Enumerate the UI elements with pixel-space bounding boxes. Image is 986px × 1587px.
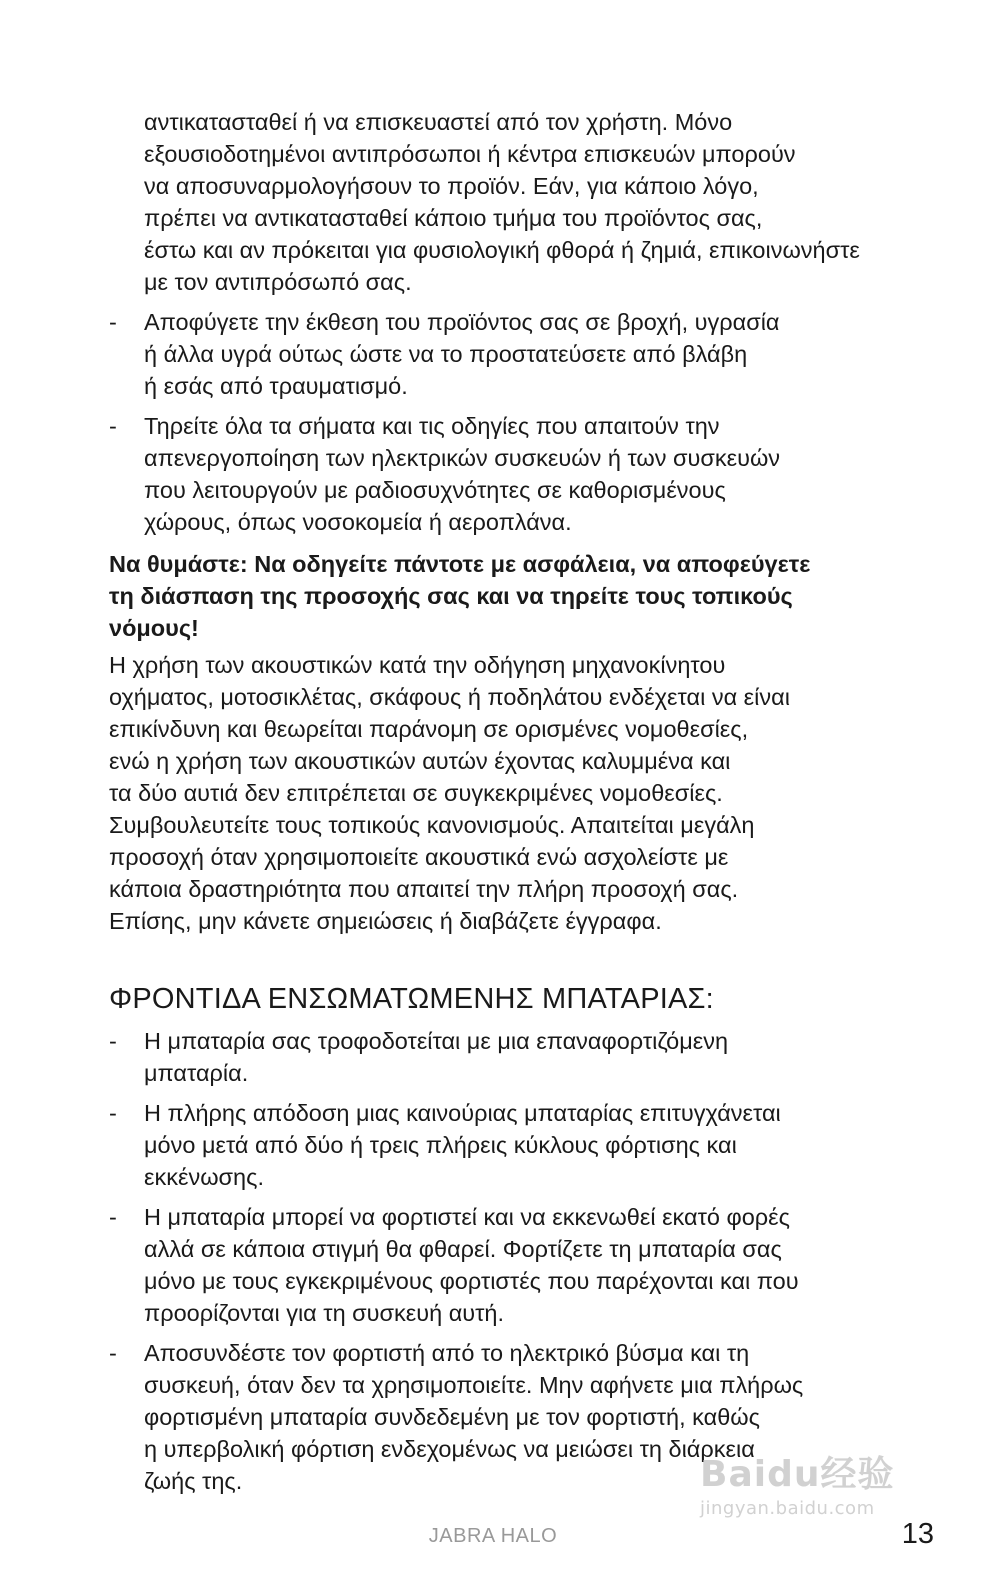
text-line: Αποσυνδέστε τον φορτιστή από το ηλεκτρικό βύσμα και τη — [144, 1340, 750, 1366]
text-line: χώρους, όπως νοσοκομεία ή αεροπλάνα. — [144, 509, 572, 535]
text-line: Να θυμάστε: Να οδηγείτε πάντοτε με ασφάλεια, να αποφεύγετε — [109, 551, 811, 577]
text-line: ή εσάς από τραυματισμό. — [144, 373, 408, 399]
text-line: μπαταρία. — [144, 1060, 249, 1086]
text-line: Η μπαταρία σας τροφοδοτείται με μια επαναφορτιζόμενη — [144, 1028, 729, 1054]
text-line: νόμους! — [109, 615, 199, 641]
battery-list — [109, 1025, 873, 1497]
watermark-url: jingyan.baidu.com — [700, 1498, 875, 1519]
text-line: Τηρείτε όλα τα σήματα και τις οδηγίες που απαιτούν την — [144, 413, 720, 439]
text-line: τα δύο αυτιά δεν επιτρέπεται σε συγκεκριμένες νομοθεσίες. — [109, 780, 723, 806]
text-line: προορίζονται για τη συσκευή αυτή. — [144, 1300, 505, 1326]
page-content — [109, 106, 873, 1497]
text-line: ενώ η χρήση των ακουστικών αυτών έχοντας καλυμμένα και — [109, 748, 731, 774]
battery-heading: ΦΡΟΝΤΙΔΑ ΕΝΣΩΜΑΤΩΜΕΝΗΣ ΜΠΑΤΑΡΙΑΣ: — [109, 983, 714, 1015]
list-item — [109, 410, 873, 538]
list-item — [109, 1025, 873, 1089]
list-item — [109, 1097, 873, 1193]
driving-paragraph — [109, 649, 873, 937]
bullet-dash: - — [109, 1204, 117, 1230]
bullet-dash: - — [109, 1340, 117, 1366]
safety-list — [109, 306, 873, 538]
bullet-dash: - — [109, 413, 117, 439]
text-line: Αποφύγετε την έκθεση του προϊόντος σας σε βροχή, υγρασία — [144, 309, 780, 335]
text-line: Η πλήρης απόδοση μιας καινούριας μπαταρίας επιτυγχάνεται — [144, 1100, 781, 1126]
intro-paragraph — [109, 106, 873, 298]
text-line: φορτισμένη μπαταρία συνδεδεμένη με τον φορτιστή, καθώς — [144, 1404, 760, 1430]
text-line: αλλά σε κάποια στιγμή θα φθαρεί. Φορτίζετε τη μπαταρία σας — [144, 1236, 782, 1262]
bullet-dash: - — [109, 1028, 117, 1054]
text-line: πρέπει να αντικατασταθεί κάποιο τμήμα του προϊόντος σας, — [144, 205, 763, 231]
text-line: απενεργοποίηση των ηλεκτρικών συσκευών ή των συσκευών — [144, 445, 781, 471]
text-line: με τον αντιπρόσωπό σας. — [144, 269, 412, 295]
list-item — [109, 306, 873, 402]
page-number: 13 — [901, 1518, 934, 1550]
text-line: επικίνδυνη και θεωρείται παράνομη σε ορισμένες νομοθεσίες, — [109, 716, 749, 742]
bullet-dash: - — [109, 309, 117, 335]
text-line: που λειτουργούν με ραδιοσυχνότητες σε καθορισμένους — [144, 477, 726, 503]
watermark-logo: Baidu经验 — [700, 1454, 895, 1495]
watermark — [700, 1455, 930, 1545]
safety-note — [109, 548, 873, 644]
bullet-dash: - — [109, 1100, 117, 1126]
text-line: Συμβουλευτείτε τους τοπικούς κανονισμούς. Απαιτείται μεγάλη — [109, 812, 755, 838]
text-line: ή άλλα υγρά ούτως ώστε να το προστατεύσετε από βλάβη — [144, 341, 748, 367]
text-line: τη διάσπαση της προσοχής σας και να τηρείτε τους τοπικούς — [109, 583, 793, 609]
text-line: οχήματος, μοτοσικλέτας, σκάφους ή ποδηλάτου ενδέχεται να είναι — [109, 684, 790, 710]
list-item — [109, 1201, 873, 1329]
text-line: ζωής της. — [144, 1468, 243, 1494]
text-line: μόνο με τους εγκεκριμένους φορτιστές που παρέχονται και που — [144, 1268, 799, 1294]
text-line: να αποσυναρμολογήσουν το προϊόν. Εάν, για κάποιο λόγο, — [144, 173, 759, 199]
text-line: εξουσιοδοτημένοι αντιπρόσωποι ή κέντρα επισκευών μπορούν — [144, 141, 796, 167]
text-line: αντικατασταθεί ή να επισκευαστεί από τον χρήστη. Μόνο — [144, 109, 733, 135]
text-line: μόνο μετά από δύο ή τρεις πλήρεις κύκλους φόρτισης και — [144, 1132, 737, 1158]
text-line: κάποια δραστηριότητα που απαιτεί την πλήρη προσοχή σας. — [109, 876, 739, 902]
text-line: η υπερβολική φόρτιση ενδεχομένως να μειώσει τη διάρκεια — [144, 1436, 755, 1462]
text-line: Η μπαταρία μπορεί να φορτιστεί και να εκκενωθεί εκατό φορές — [144, 1204, 790, 1230]
text-line: έστω και αν πρόκειται για φυσιολογική φθορά ή ζημιά, επικοινωνήστε — [144, 237, 860, 263]
text-line: εκκένωσης. — [144, 1164, 264, 1190]
text-line: συσκευή, όταν δεν τα χρησιμοποιείτε. Μην αφήνετε μια πλήρως — [144, 1372, 804, 1398]
text-line: προσοχή όταν χρησιμοποιείτε ακουστικά ενώ ασχολείστε με — [109, 844, 729, 870]
text-line: Η χρήση των ακουστικών κατά την οδήγηση μηχανοκίνητου — [109, 652, 726, 678]
text-line: Επίσης, μην κάνετε σημειώσεις ή διαβάζετε έγγραφα. — [109, 908, 662, 934]
footer-title: JABRA HALO — [428, 1525, 558, 1547]
